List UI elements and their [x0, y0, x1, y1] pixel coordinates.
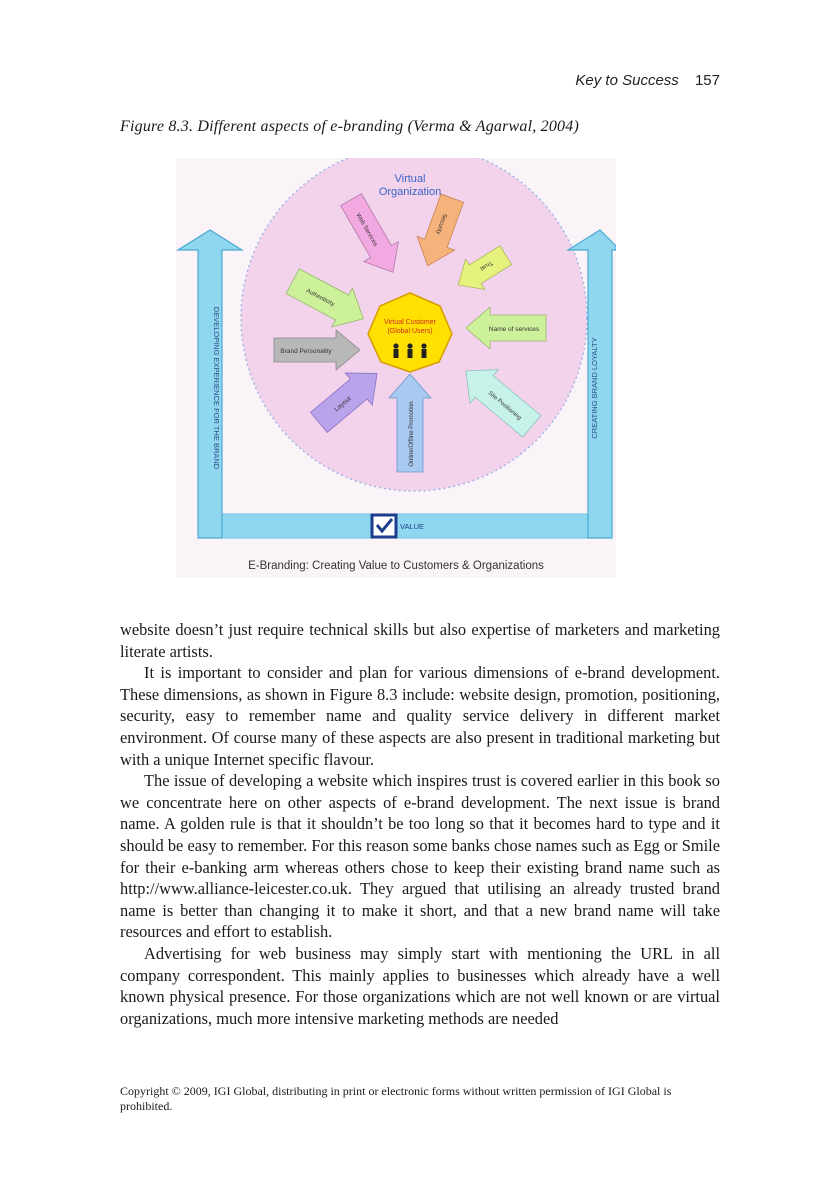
people-icon: [393, 343, 426, 358]
arrow-label: Security: [434, 212, 448, 236]
arrow-label: Layout: [333, 395, 353, 414]
running-header-section: Key to Success: [575, 72, 679, 89]
page-number: 157: [694, 72, 720, 89]
e-branding-figure: [176, 158, 616, 578]
figure-caption: Figure 8.3. Different aspects of e-branding (Verma & Agarwal, 2004): [120, 118, 579, 135]
value-check-icon: [372, 515, 396, 537]
value-label: VALUE: [400, 522, 425, 531]
arrow-label: Trust: [478, 259, 494, 272]
figure-bottom-title: E-Branding: Creating Value to Customers & Organizations: [248, 560, 544, 572]
arrow-label: Web Services: [354, 212, 379, 248]
arrow-label: Name of services: [488, 326, 540, 333]
arrow-label: Brand Personality: [280, 348, 332, 355]
copyright-footer: Copyright © 2009, IGI Global, distributing in print or electronic forms without written permission of IGI Global is prohibited.: [120, 1084, 672, 1113]
body-text: [120, 619, 720, 1029]
paragraph: website doesn’t just require technical skills but also expertise of marketers and marketing literate artists.: [120, 620, 720, 661]
circle-title-line1: Virtual: [394, 173, 426, 185]
paragraph: It is important to consider and plan for various dimensions of e-brand development. These dimensions, as shown in Figure 8.3 include: website design, promotion, positioning, security, easy to remember name and quality service delivery in different market environment. Of course many of these aspects are also present in traditional marketing but with a unique Internet specific flavour.: [120, 663, 720, 769]
right-bar-label: CREATING BRAND LOYALTY: [590, 337, 599, 439]
center-line1: Virtual Customer: [383, 319, 437, 326]
running-header: [575, 72, 720, 89]
left-bar-label: DEVELOPING EXPERIENCE FOR THE BRAND: [212, 306, 221, 470]
circle-title-line2: Organization: [378, 186, 442, 198]
arrow-label: Authenticity: [304, 288, 336, 308]
paragraph: Advertising for web business may simply start with mentioning the URL in all company correspondent. This mainly applies to businesses which already have a well known physical presence. For those organizations which are not well known or are virtual organizations, much more intensive marketing methods are needed: [120, 943, 720, 1028]
paragraph: The issue of developing a website which inspires trust is covered earlier in this book so we concentrate here on other aspects of e-brand development. The next issue is brand name. A golden rule is that it shouldn’t be too long so that it becomes hard to type and it should be easy to remember. For this reason some banks chose names such as Egg or Smile for their e-banking arm whereas others chose to keep their existing brand name such as http://www.alliance-leicester.co.uk. They argued that utilising an already trusted brand name is better than changing it to make it short, and that a new brand name will take resources and effort to establish.: [120, 771, 720, 942]
e-branding-diagram: [176, 158, 616, 578]
center-line2: (Global Users): [387, 328, 433, 335]
arrow-label: Online/Offline Promotion: [409, 401, 415, 467]
arrow-label: Site Positioning: [486, 390, 523, 422]
